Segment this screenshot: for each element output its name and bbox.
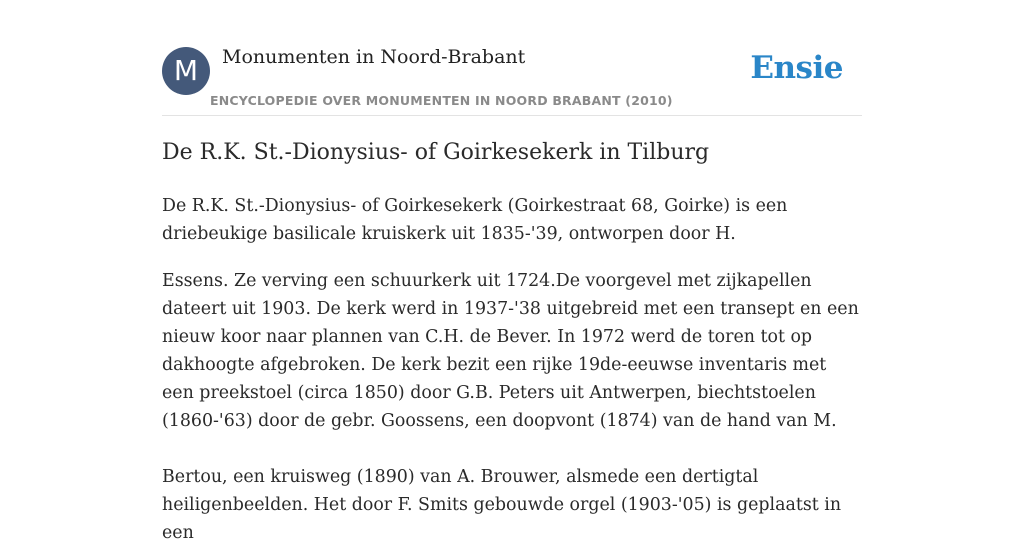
source-title[interactable]: Monumenten in Noord-Brabant xyxy=(222,46,526,68)
header xyxy=(162,46,862,116)
article-title: De R.K. St.-Dionysius- of Goirkesekerk in Tilburg xyxy=(162,140,710,165)
ensie-logo[interactable]: Ensie xyxy=(750,50,843,86)
header-divider xyxy=(162,115,862,116)
source-subtitle: ENCYCLOPEDIE OVER MONUMENTEN IN NOORD BRABANT (2010) xyxy=(210,93,673,108)
article-paragraph-1: De R.K. St.-Dionysius- of Goirkesekerk (Goirkestraat 68, Goirke) is een driebeukige basilicale kruiskerk uit 1835-'39, ontworpen door H. xyxy=(162,196,788,244)
article-paragraph-2: Essens. Ze verving een schuurkerk uit 1724.De voorgevel met zijkapellen dateert uit 1903. De kerk werd in 1937-'38 uitgebreid met een transept en een nieuw koor naar plannen van C.H. de Bever. In 1972 werd de toren tot op dakhoogte afgebroken. De kerk bezit een rijke 19de-eeuwse inventaris met een preekstoel (circa 1850) door G.B. Peters uit Antwerpen, biechtstoelen (1860-'63) door de gebr. Goossens, een doopvont (1874) van de hand van M. xyxy=(162,271,859,431)
article-paragraph-3: Bertou, een kruisweg (1890) van A. Brouwer, alsmede een dertigtal heiligenbeelden. Het door F. Smits gebouwde orgel (1903-'05) is geplaatst in een xyxy=(162,467,842,543)
source-avatar[interactable]: M xyxy=(162,47,210,95)
